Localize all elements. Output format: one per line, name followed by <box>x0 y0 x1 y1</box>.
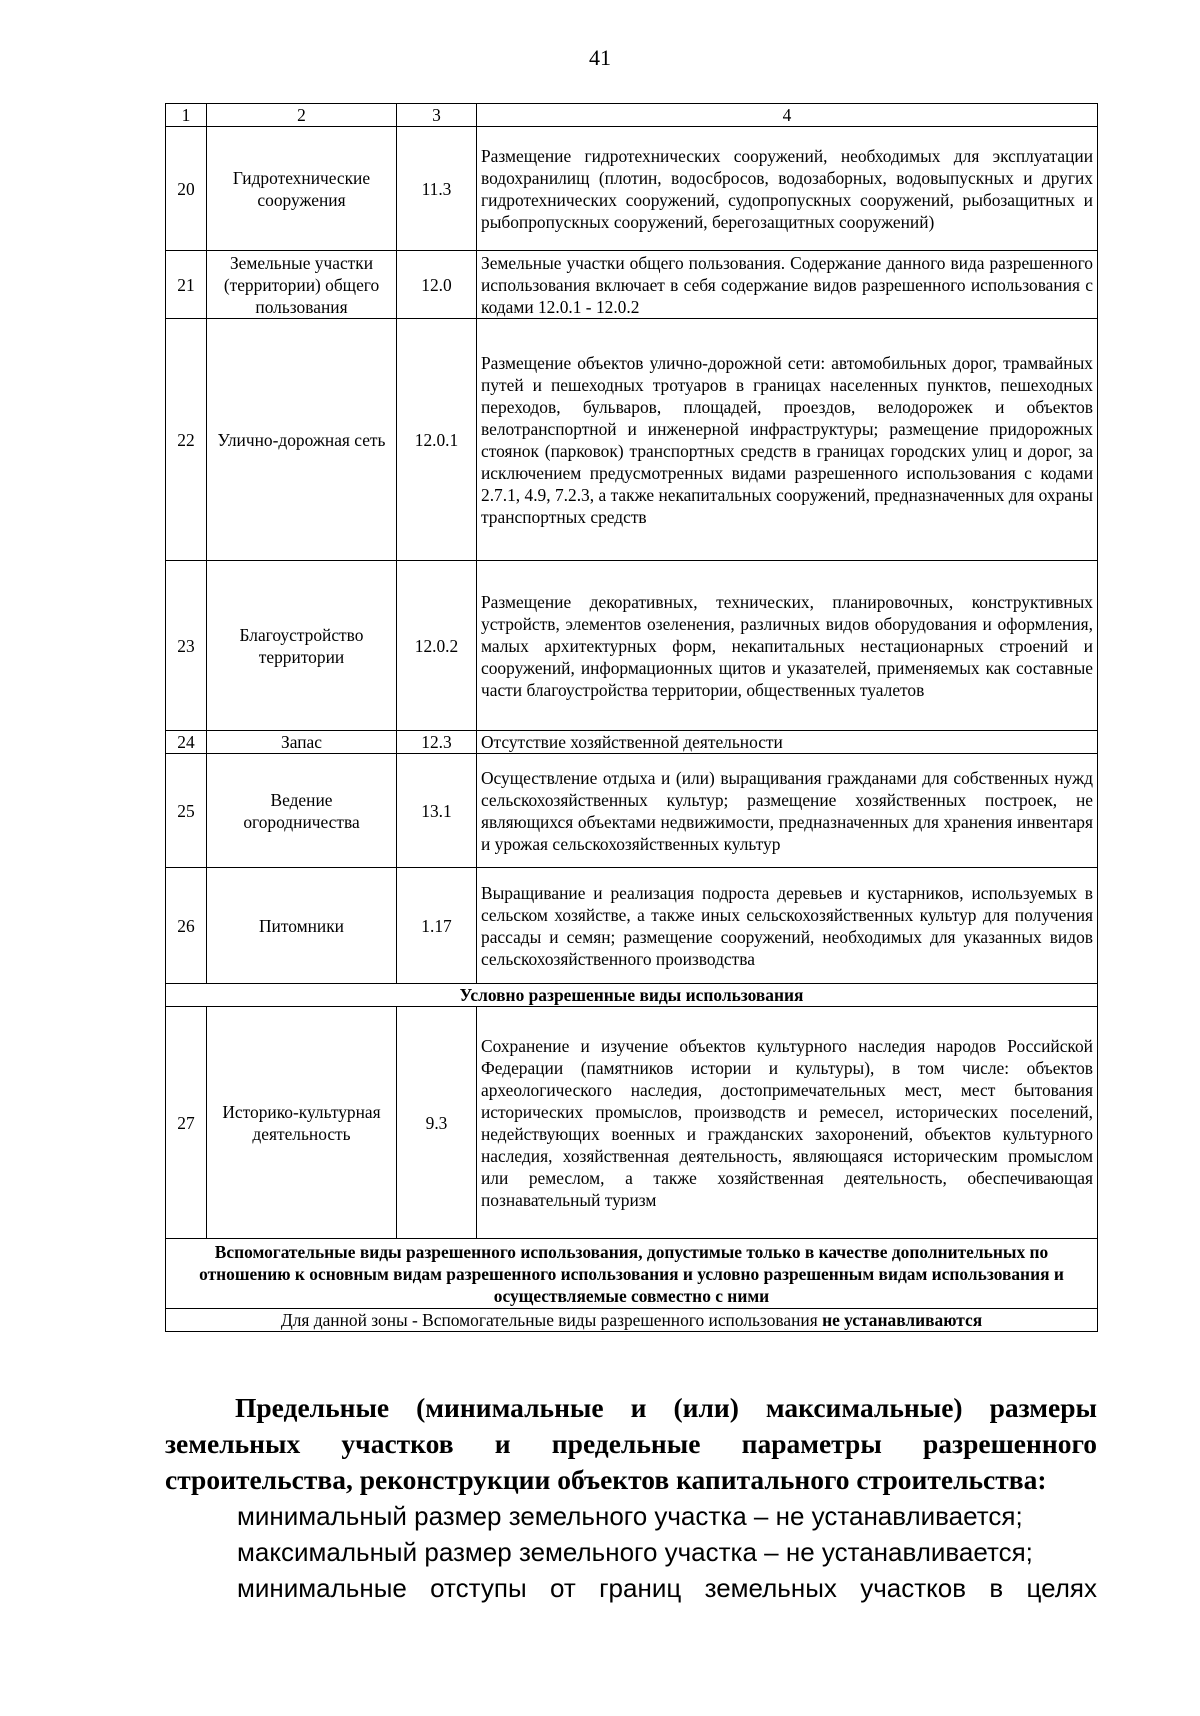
table-row <box>166 127 1098 251</box>
use-name: Ведение огородничества <box>207 754 397 868</box>
use-name: Питомники <box>207 868 397 984</box>
land-use-table <box>165 103 1098 1332</box>
row-number: 26 <box>166 868 207 984</box>
use-description: Выращивание и реализация подроста деревьев и кустарников, используемых в сельском хозяйстве, а также иных сельскохозяйственных культур для получения рассады и семян; размещение сооружений, необходимых для указанных видов сельскохозяйственного производства <box>477 868 1098 984</box>
use-name: Запас <box>207 731 397 754</box>
use-code: 12.0.1 <box>397 319 477 561</box>
table-row <box>166 319 1098 561</box>
paragraph: максимальный размер земельного участка – не устанавливается; <box>237 1537 1033 1567</box>
use-code: 13.1 <box>397 754 477 868</box>
row-number: 22 <box>166 319 207 561</box>
auxiliary-section-title: Вспомогательные виды разрешенного использования, допустимые только в качестве дополнительных по отношению к основным видам разрешенного использования и условно разрешенным видам использования и осуществляемые совместно с ними <box>166 1239 1098 1309</box>
row-number: 27 <box>166 1007 207 1239</box>
row-number: 21 <box>166 251 207 319</box>
use-description: Отсутствие хозяйственной деятельности <box>477 731 1098 754</box>
table-row <box>166 731 1098 754</box>
section-heading <box>165 1390 1097 1498</box>
use-description: Сохранение и изучение объектов культурного наследия народов Российской Федерации (памятников истории и культуры), в том числе: объектов археологического наследия, достопримечательных мест, мест бытования исторических промыслов, производств и ремесел, исторических поселений, недействующих военных и гражданских захоронений, объектов культурного наследия, хозяйственная деятельность, являющаяся историческим промыслом или ремеслом, а также хозяйственная деятельность, обеспечивающая познавательный туризм <box>477 1007 1098 1239</box>
header-cell: 4 <box>477 104 1098 127</box>
table-row <box>166 1007 1098 1239</box>
auxiliary-note-row <box>166 1309 1098 1332</box>
row-number: 23 <box>166 561 207 731</box>
row-number: 20 <box>166 127 207 251</box>
row-number: 25 <box>166 754 207 868</box>
use-code: 12.0.2 <box>397 561 477 731</box>
use-code: 9.3 <box>397 1007 477 1239</box>
auxiliary-note-emphasis: не устанавливаются <box>822 1310 983 1330</box>
use-name: Историко-культурная деятельность <box>207 1007 397 1239</box>
paragraph: минимальный размер земельного участка – не устанавливается; <box>237 1501 1023 1531</box>
page-number: 41 <box>589 45 611 70</box>
use-name: Улично-дорожная сеть <box>207 319 397 561</box>
use-description: Осуществление отдыха и (или) выращивания гражданами для собственных нужд сельскохозяйственных культур; размещение хозяйственных построек, не являющихся объектами недвижимости, предназначенных для хранения инвентаря и урожая сельскохозяйственных культур <box>477 754 1098 868</box>
table-row <box>166 754 1098 868</box>
table-row <box>166 251 1098 319</box>
table-row <box>166 561 1098 731</box>
paragraph: минимальные отступы от границ земельных участков в целях <box>237 1573 1097 1603</box>
row-number: 24 <box>166 731 207 754</box>
section-heading-text: Предельные (минимальные и (или) максимальные) размеры земельных участков и предельные параметры разрешенного строительства, реконструкции объектов капитального строительства: <box>165 1392 1097 1495</box>
use-name: Земельные участки (территории) общего пользования <box>207 251 397 319</box>
use-code: 12.3 <box>397 731 477 754</box>
use-name: Гидротехнические сооружения <box>207 127 397 251</box>
use-description: Размещение гидротехнических сооружений, необходимых для эксплуатации водохранилищ (плотин, водосбросов, водозаборных, водовыпускных и других гидротехнических сооружений, судопропускных сооружений, рыбозащитных и рыбопропускных сооружений, берегозащитных сооружений) <box>477 127 1098 251</box>
auxiliary-note <box>166 1309 1098 1332</box>
conditional-section-row <box>166 984 1098 1007</box>
use-name: Благоустройство территории <box>207 561 397 731</box>
table-row <box>166 868 1098 984</box>
header-cell: 1 <box>166 104 207 127</box>
use-description: Размещение декоративных, технических, планировочных, конструктивных устройств, элементов озеленения, различных видов оборудования и оформления, малых архитектурных форм, некапитальных нестационарных строений и сооружений, информационных щитов и указателей, применяемых как составные части благоустройства территории, общественных туалетов <box>477 561 1098 731</box>
use-code: 11.3 <box>397 127 477 251</box>
use-description: Размещение объектов улично-дорожной сети: автомобильных дорог, трамвайных путей и пешеходных тротуаров в границах населенных пунктов, пешеходных переходов, бульваров, площадей, проездов, велодорожек и объектов велотранспортной и инженерной инфраструктуры; размещение придорожных стоянок (парковок) транспортных средств в границах городских улиц и дорог, за исключением предусмотренных видами разрешенного использования с кодами 2.7.1, 4.9, 7.2.3, а также некапитальных сооружений, предназначенных для охраны транспортных средств <box>477 319 1098 561</box>
conditional-section-title: Условно разрешенные виды использования <box>166 984 1098 1007</box>
auxiliary-section-row <box>166 1239 1098 1309</box>
table-header-row <box>166 104 1098 127</box>
use-code: 1.17 <box>397 868 477 984</box>
header-cell: 2 <box>207 104 397 127</box>
use-code: 12.0 <box>397 251 477 319</box>
auxiliary-note-text: Для данной зоны - Вспомогательные виды разрешенного использования <box>280 1310 823 1330</box>
header-cell: 3 <box>397 104 477 127</box>
use-description: Земельные участки общего пользования. Содержание данного вида разрешенного использования включает в себя содержание видов разрешенного использования с кодами 12.0.1 - 12.0.2 <box>477 251 1098 319</box>
